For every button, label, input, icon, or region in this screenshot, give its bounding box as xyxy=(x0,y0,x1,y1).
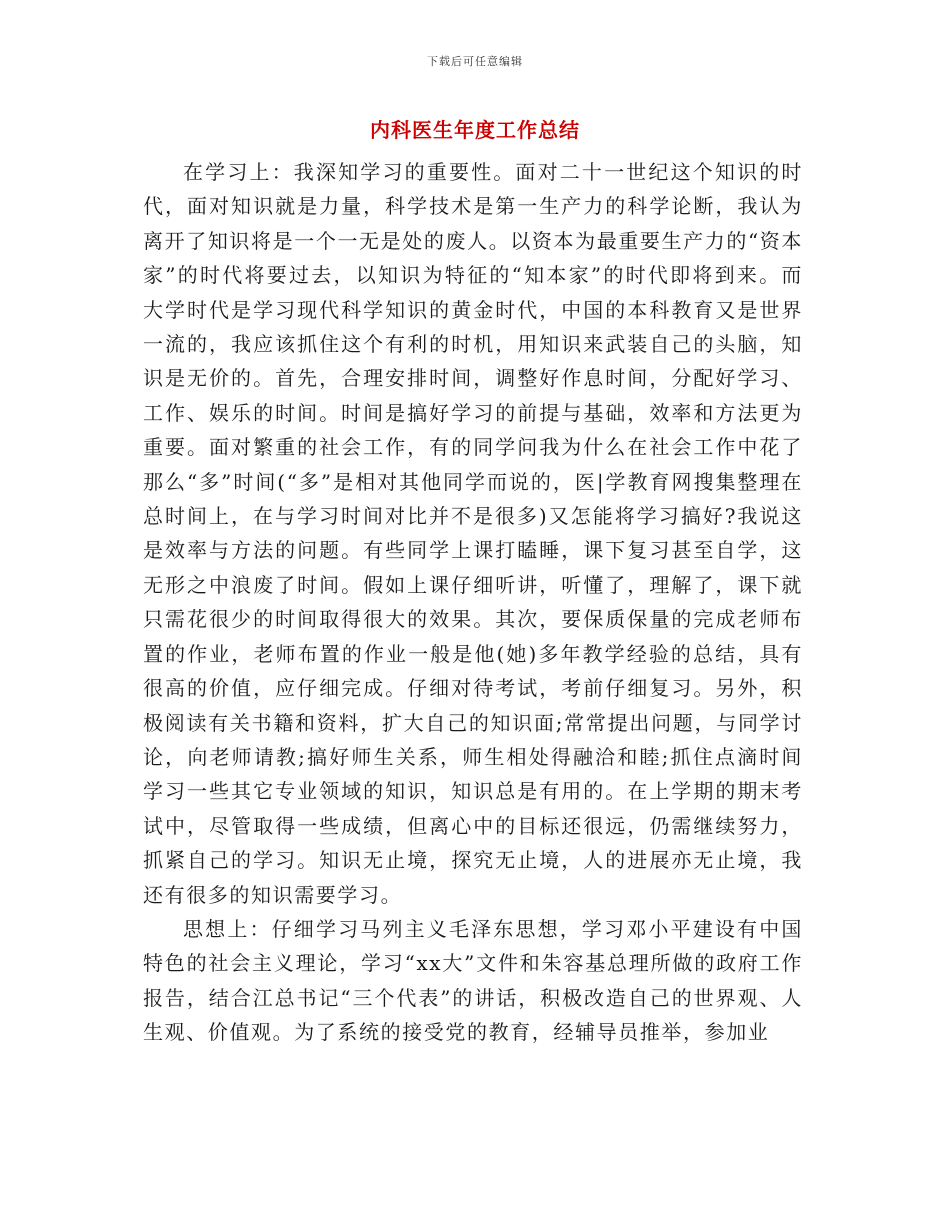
document-body xyxy=(143,155,803,1050)
document-title: 内科医生年度工作总结 xyxy=(370,118,580,142)
paragraph-thought: 思想上：仔细学习马列主义毛泽东思想，学习邓小平建设有中国特色的社会主义理论，学习“xx大”文件和朱容基总理所做的政府工作报告，结合江总书记“三个代表”的讲话，积极改造自己的世界观、人生观、价值观。为了系统的接受党的教育，经辅导员推举，参加业 xyxy=(143,916,803,1045)
paragraph-study: 在学习上：我深知学习的重要性。面对二十一世纪这个知识的时代，面对知识就是力量，科学技术是第一生产力的科学论断，我认为离开了知识将是一个一无是处的废人。以资本为最重要生产力的“资本家”的时代将要过去，以知识为特征的“知本家”的时代即将到来。而大学时代是学习现代科学知识的黄金时代，中国的本科教育又是世界一流的，我应该抓住这个有利的时机，用知识来武装自己的头脑，知识是无价的。首先，合理安排时间，调整好作息时间，分配好学习、工作、娱乐的时间。时间是搞好学习的前提与基础，效率和方法更为重要。面对繁重的社会工作，有的同学问我为什么在社会工作中花了那么“多”时间(“多”是相对其他同学而说的，医|学教育网搜集整理在总时间上，在与学习时间对比并不是很多)又怎能将学习搞好?我说这是效率与方法的问题。有些同学上课打瞌睡，课下复习甚至自学，这无形之中浪废了时间。假如上课仔细听讲，听懂了，理解了，课下就只需花很少的时间取得很大的效果。其次，要保质保量的完成老师布置的作业，老师布置的作业一般是他(她)多年教学经验的总结，具有很高的价值，应仔细完成。仔细对待考试，考前仔细复习。另外，积极阅读有关书籍和资料，扩大自己的知识面;常常提出问题，与同学讨论，向老师请教;搞好师生关系，师生相处得融洽和睦;抓住点滴时间学习一些其它专业领域的知识，知识总是有用的。在上学期的期末考试中，尽管取得一些成绩，但离心中的目标还很远，仍需继续努力，抓紧自己的学习。知识无止境，探究无止境，人的进展亦无止境，我还有很多的知识需要学习。 xyxy=(143,160,803,907)
header-note: 下载后可任意编辑 xyxy=(427,55,523,68)
